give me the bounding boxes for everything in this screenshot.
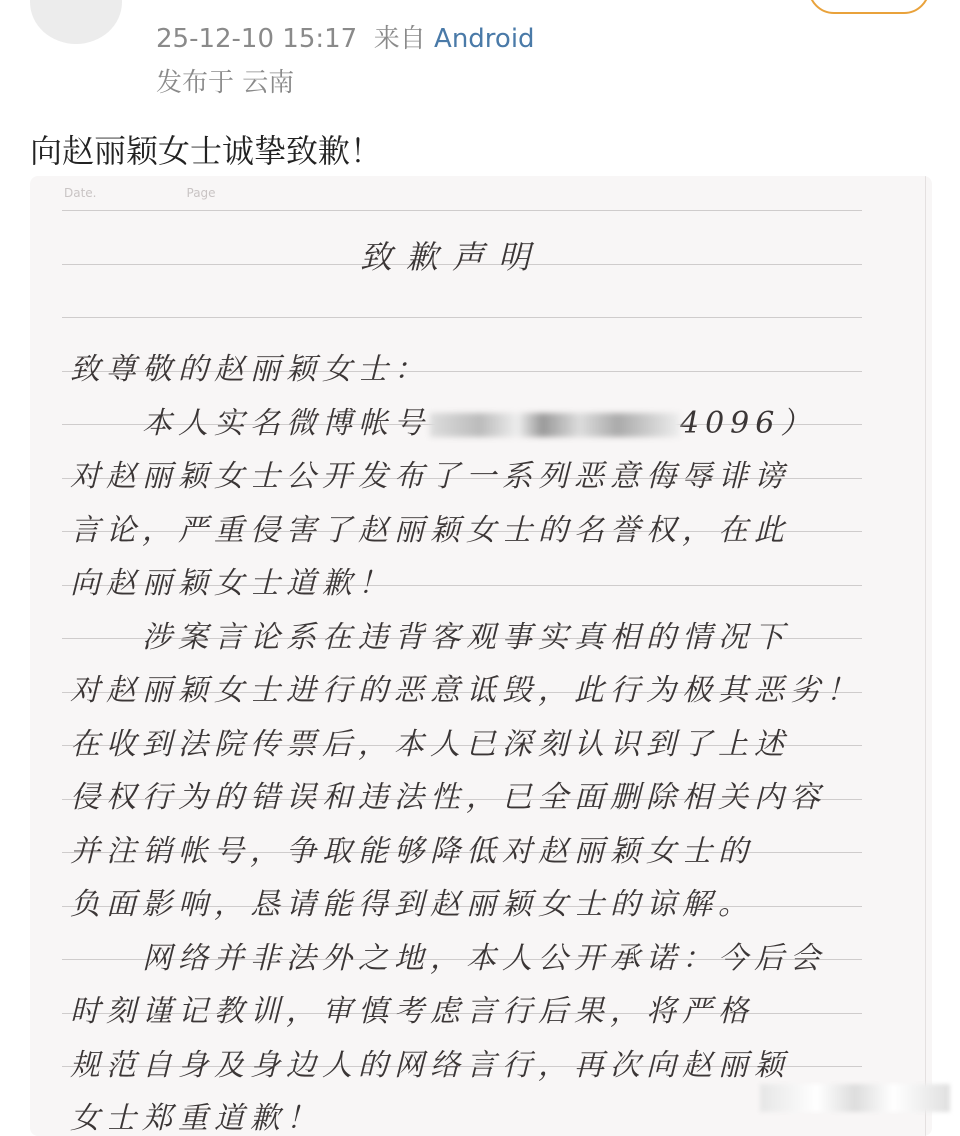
- watermark: [760, 1084, 950, 1112]
- letter-line: [70, 986, 754, 1030]
- letter-line: [70, 344, 430, 388]
- post-meta: [156, 18, 535, 55]
- letter-line-text: 负面影响，恳请能得到赵丽颖女士的谅解。: [70, 887, 754, 922]
- letter-line-text: 对赵丽颖女士进行的恶意诋毁，此行为极其恶劣！: [70, 673, 862, 708]
- letter-line: [70, 772, 826, 816]
- letter-line-text: 女士郑重道歉！: [70, 1101, 322, 1136]
- letter-line: [70, 505, 790, 549]
- letter-line-text: 规范自身及身边人的网络言行，再次向赵丽颖: [70, 1047, 790, 1083]
- letter-line-text: 并注销帐号，争取能够降低对赵丽颖女士的: [70, 833, 754, 869]
- letter-line: [70, 398, 816, 442]
- letter-line-text: 向赵丽颖女士道歉！: [70, 566, 394, 601]
- letter-line: [70, 612, 790, 656]
- timestamp: 25-12-10 15:17: [156, 24, 358, 54]
- letter-line: [70, 665, 862, 709]
- post-text: 向赵丽颖女士诚挚致歉！: [30, 132, 383, 170]
- ruled-line: [62, 210, 862, 211]
- letter-line-text: 对赵丽颖女士公开发布了一系列恶意侮辱诽谤: [70, 459, 790, 494]
- redacted-account: [430, 413, 680, 437]
- letter-line: [70, 826, 754, 870]
- source-link[interactable]: Android: [434, 24, 535, 54]
- letter-line: [70, 879, 754, 923]
- letter-line-text: 言论，严重侵害了赵丽颖女士的名誉权，在此: [70, 512, 790, 548]
- avatar[interactable]: [30, 0, 122, 44]
- letter-line: [70, 1093, 322, 1136]
- ruled-line: [62, 317, 862, 318]
- page-label: Page: [186, 186, 216, 200]
- letter-line-text: 致尊敬的赵丽颖女士：: [70, 352, 430, 387]
- follow-button[interactable]: [808, 0, 930, 14]
- source-prefix: 来自: [373, 24, 426, 54]
- account-suffix: 4096）: [680, 405, 817, 441]
- letter-line: [70, 558, 394, 602]
- location: 发布于 云南: [156, 68, 295, 98]
- letter-line-text: 本人实名微博帐号: [70, 405, 430, 441]
- margin-line: [925, 176, 926, 1136]
- letter-line: [70, 933, 826, 977]
- date-label: Date.: [64, 186, 97, 200]
- letter-line: [70, 719, 790, 763]
- letter-line: [70, 451, 790, 495]
- paper-header: [64, 186, 306, 200]
- letter-line-text: 侵权行为的错误和违法性，已全面删除相关内容: [70, 780, 826, 815]
- letter-line-text: 网络并非法外之地，本人公开承诺：今后会: [70, 940, 826, 976]
- letter-line-text: 在收到法院传票后，本人已深刻认识到了上述: [70, 726, 790, 762]
- letter-image[interactable]: [30, 176, 932, 1136]
- letter-line-text: 涉案言论系在违背客观事实真相的情况下: [70, 619, 790, 655]
- letter-line: [70, 1040, 790, 1084]
- letter-title: 致歉声明: [360, 238, 545, 276]
- letter-line-text: 时刻谨记教训，审慎考虑言行后果，将严格: [70, 994, 754, 1029]
